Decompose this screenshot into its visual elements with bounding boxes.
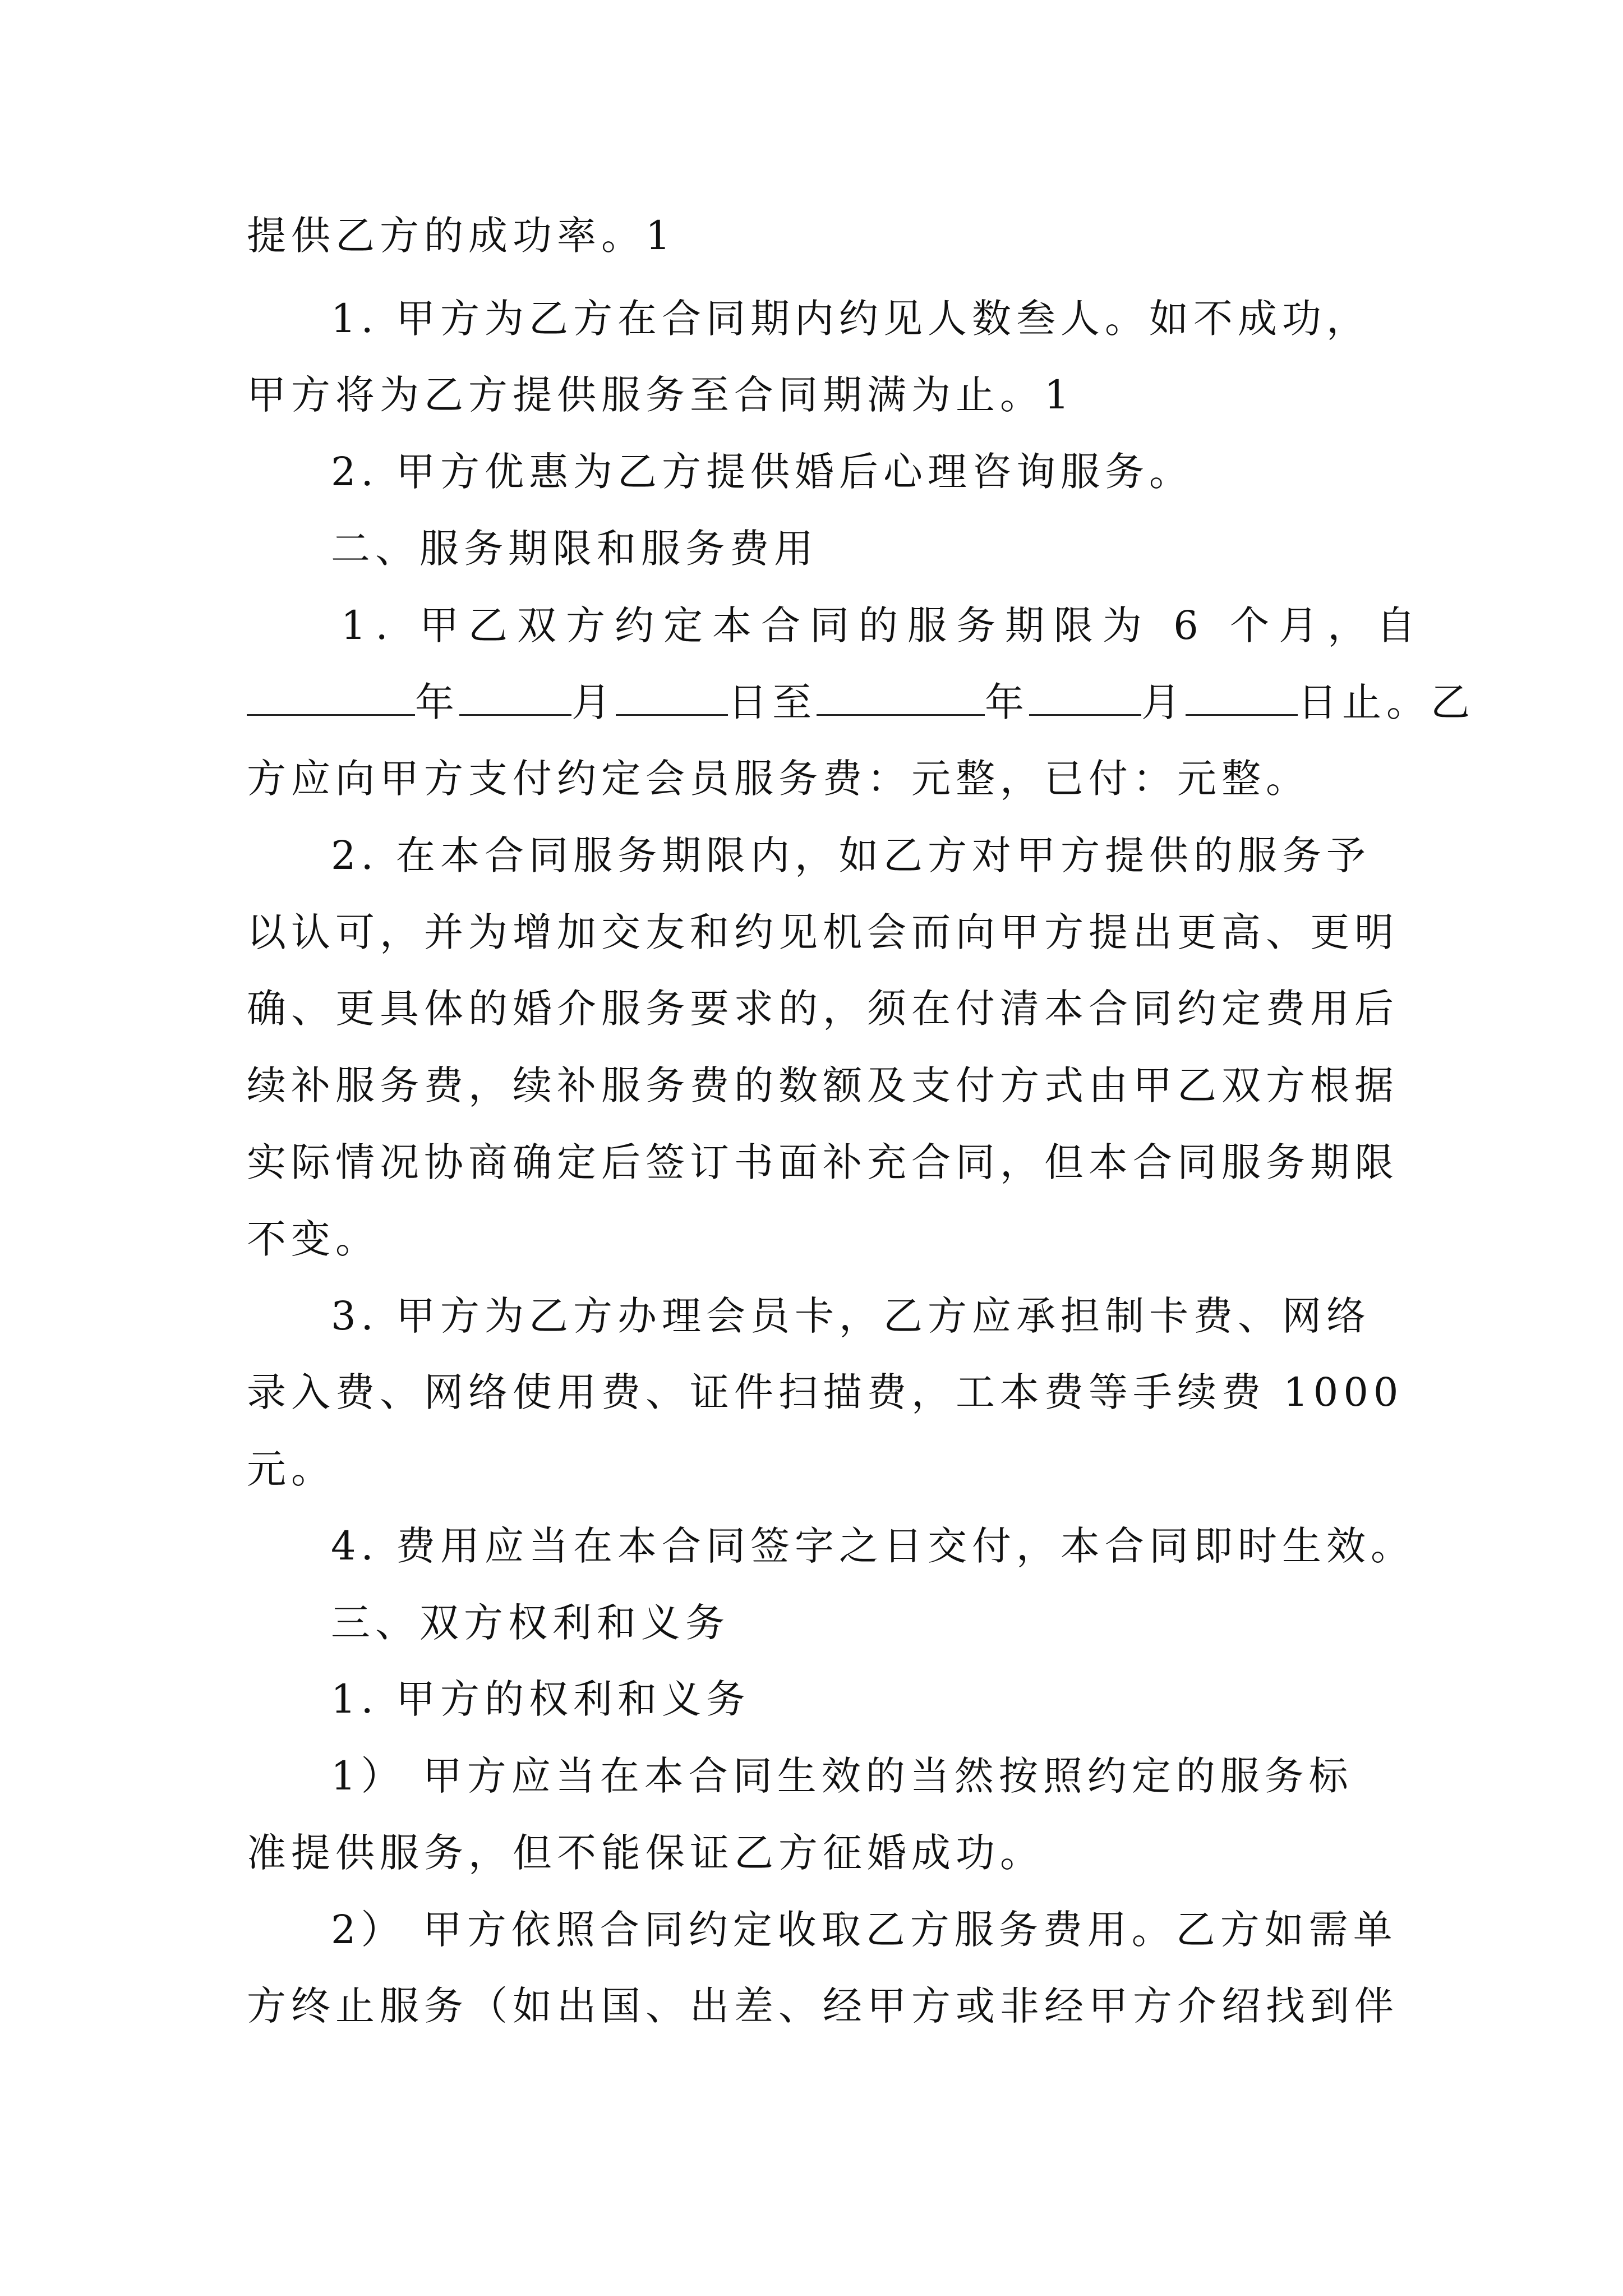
text-line: 1. 甲乙双方约定本合同的服务期限为 6 个月，自 bbox=[341, 602, 1426, 648]
section-heading: 三、双方权利和义务 bbox=[331, 1600, 730, 1646]
text-line: 以认可，并为增加交友和约见机会而向甲方提出更高、更明 bbox=[247, 909, 1399, 955]
date-unit: 日至 bbox=[728, 679, 817, 725]
date-unit: 年 bbox=[985, 679, 1029, 725]
text-line: 2） 甲方依照合同约定收取乙方服务费用。乙方如需单 bbox=[331, 1907, 1398, 1953]
text-line: 1） 甲方应当在本合同生效的当然按照约定的服务标 bbox=[331, 1753, 1353, 1799]
date-unit: 月 bbox=[1141, 679, 1186, 725]
text-line: 甲方将为乙方提供服务至合同期满为止。1 bbox=[247, 372, 1075, 418]
text-line: 确、更具体的婚介服务要求的，须在付清本合同约定费用后 bbox=[247, 986, 1399, 1032]
blank-field bbox=[1029, 675, 1141, 716]
date-unit: 日止。乙 bbox=[1298, 679, 1475, 725]
text-line: 1. 甲方为乙方在合同期内约见人数叁人。如不成功， bbox=[331, 296, 1371, 342]
text-line: 提供乙方的成功率。1 bbox=[247, 213, 676, 259]
blank-field bbox=[817, 675, 985, 716]
text-line: 实际情况协商确定后签订书面补充合同，但本合同服务期限 bbox=[247, 1139, 1399, 1185]
text-line: 2. 甲方优惠为乙方提供婚后心理咨询服务。 bbox=[331, 449, 1194, 495]
text-line: 录入费、网络使用费、证件扫描费，工本费等手续费 1000 bbox=[247, 1369, 1404, 1415]
text-line: 2. 在本合同服务期限内，如乙方对甲方提供的服务予 bbox=[331, 832, 1371, 878]
text-line: 不变。 bbox=[247, 1216, 380, 1262]
date-line bbox=[247, 675, 1475, 729]
section-heading: 二、服务期限和服务费用 bbox=[331, 526, 818, 572]
date-unit: 月 bbox=[571, 679, 616, 725]
text-line: 元。 bbox=[247, 1446, 335, 1492]
text-line: 续补服务费，续补服务费的数额及支付方式由甲乙双方根据 bbox=[247, 1062, 1399, 1108]
date-unit: 年 bbox=[415, 679, 459, 725]
text-line: 准提供服务，但不能保证乙方征婚成功。 bbox=[247, 1830, 1044, 1876]
text-line: 3. 甲方为乙方办理会员卡，乙方应承担制卡费、网络 bbox=[331, 1293, 1371, 1339]
text-line: 方应向甲方支付约定会员服务费：元整，已付：元整。 bbox=[247, 756, 1310, 802]
blank-field bbox=[247, 675, 415, 716]
blank-field bbox=[616, 675, 728, 716]
subsection-heading: 1. 甲方的权利和义务 bbox=[331, 1676, 751, 1722]
text-line: 4. 费用应当在本合同签字之日交付，本合同即时生效。 bbox=[331, 1523, 1415, 1569]
text-line: 方终止服务（如出国、出差、经甲方或非经甲方介绍找到伴 bbox=[247, 1983, 1399, 2029]
blank-field bbox=[1186, 675, 1298, 716]
blank-field bbox=[459, 675, 571, 716]
